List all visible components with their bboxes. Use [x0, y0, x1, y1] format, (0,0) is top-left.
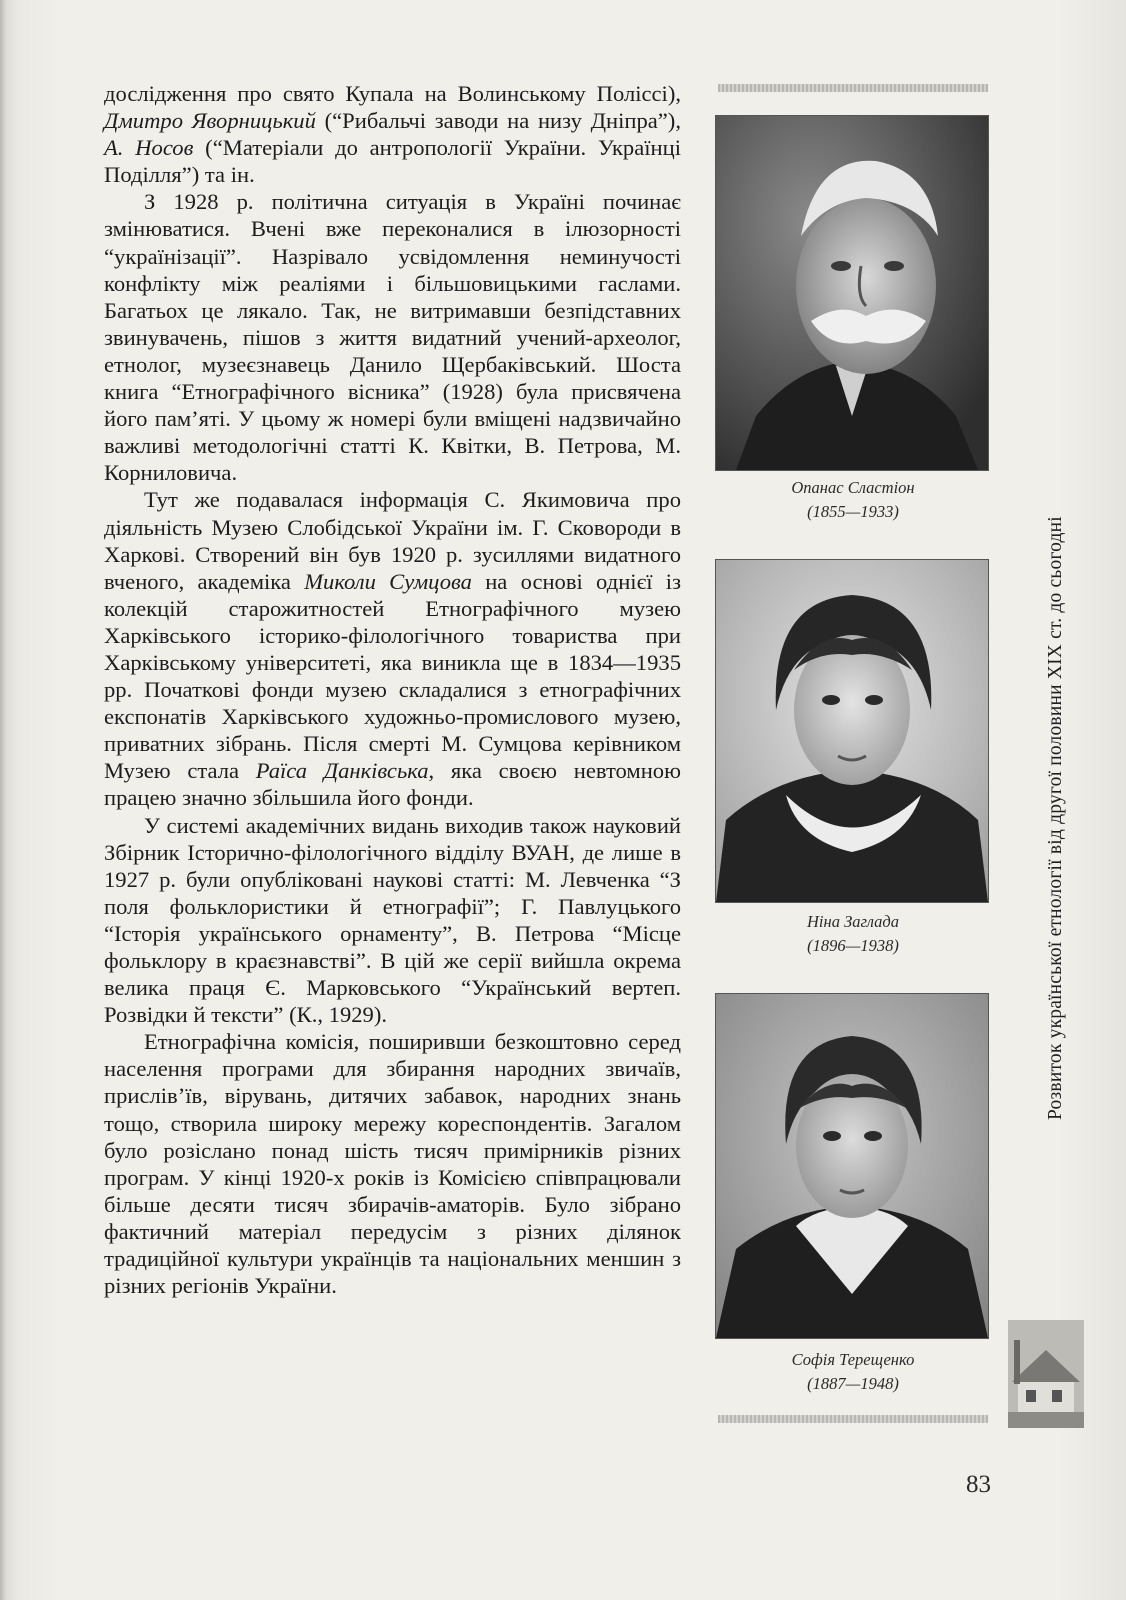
portrait-slastion — [716, 116, 988, 470]
top-decorative-rule — [718, 84, 988, 92]
caption-years: (1887—1948) — [807, 1374, 899, 1393]
paragraph-1-text-a: дослідження про свято Купала на Волинському Поліссі), — [104, 81, 681, 106]
page-binding-edge — [0, 0, 6, 1600]
paragraph-3-text-c: , яка своєю невтомною працею значно збільшила його фонди. — [104, 758, 681, 811]
running-title: Розвиток української етнології від другої половини XIX ст. до сьогодні — [1045, 516, 1066, 1120]
name-nosov: А. Носов — [104, 135, 194, 161]
portrait-zaglada — [716, 560, 988, 902]
caption-name: Ніна Заглада — [807, 912, 899, 931]
caption-slastion — [718, 476, 988, 524]
bottom-decorative-rule — [718, 1415, 988, 1423]
paragraph-3 — [104, 486, 681, 811]
paragraph-5: Етнографічна комісія, поширивши безкоштовно серед населення програми для збирання народних звичаїв, прислів’їв, вірувань, дитячих забавок, народних знань тощо, створила широку мережу кореспондентів. Загалом було розіслано понад шість тисяч примірників різних програм. У кінці 1920-х років із Комісією співпрацювали більше десяти тисяч збирачів-аматорів. Було зібрано фактичний матеріал передусім з різних ділянок традиційної культури українців та національних меншин з різних регіонів України. — [104, 1029, 681, 1299]
paragraph-1-text-c: (“Матеріали до антропології України. Українці Поділля”) та ін. — [104, 135, 681, 188]
paragraph-1 — [104, 80, 681, 188]
caption-years: (1896—1938) — [807, 936, 899, 955]
name-dankivska: Раїса Данківська — [255, 758, 429, 784]
caption-name: Опанас Сластіон — [791, 478, 915, 497]
paragraph-3-text-b: на основі однієї із колекцій старожитностей Етнографічного музею Харківського історико-філологічного товариства при Харківському університеті, яка виникла ще в 1834—1935 рр. Початкові фонди музею складалися з етнографічних експонатів Харківського художньо-промислового музею, приватних зібрань. Після смерті М. Сумцова керівником Музею стала — [104, 568, 681, 784]
paragraph-1-text-b: (“Рибальчі заводи на низу Дніпра”), — [315, 108, 681, 134]
chapter-thumb-tab — [1008, 1320, 1084, 1428]
caption-zaglada — [718, 910, 988, 958]
caption-tereshchenko — [718, 1348, 988, 1396]
house-icon — [1008, 1320, 1084, 1428]
portrait-tereshchenko — [716, 994, 988, 1338]
paragraph-2: З 1928 р. політична ситуація в Україні починає змінюватися. Вчені вже переконалися в ілюзорності “українізації”. Назрівало усвідомлення неминучості конфлікту між реаліями і більшовицькими гаслами. Багатьох це лякало. Так, не витримавши безпідставних звинувачень, пішов з життя видатний учений-археолог, етнолог, музеєзнавець Данило Щербаківський. Шоста книга “Етнографічного вісника” (1928) була присвячена його пам’яті. У цьому ж номері були вміщені надзвичайно важливі методологічні статті К. Квітки, В. Петрова, М. Корниловича. — [104, 189, 681, 486]
name-sumtsov: Миколи Сумцова — [304, 568, 472, 594]
name-yavornytskyi: Дмитро Яворницький — [104, 108, 316, 134]
paragraph-4: У системі академічних видань виходив також науковий Збірник Історично-філологічного відділу ВУАН, де лише в 1927 р. були опубліковані наукові статті: М. Левченка “З поля фольклористики й етнографії”; Г. Павлуцького “Історія українського орнаменту”, В. Петрова “Місце фольклору в краєзнавстві”. В цій же серії вийшла окрема велика праця Є. Марковського “Український вертеп. Розвідки й тексти” (К., 1929). — [104, 812, 681, 1028]
page-number: 83 — [966, 1471, 991, 1498]
caption-years: (1855—1933) — [807, 502, 899, 521]
body-text — [104, 80, 681, 1299]
paragraph-3-text-a: Тут же подавалася інформація С. Якимовича про діяльність Музею Слобідської України ім. Г. Сковороди в Харкові. Створений він був 1920 р. зусиллями видатного вченого, академіка — [104, 487, 681, 594]
caption-name: Софія Терещенко — [791, 1350, 915, 1369]
